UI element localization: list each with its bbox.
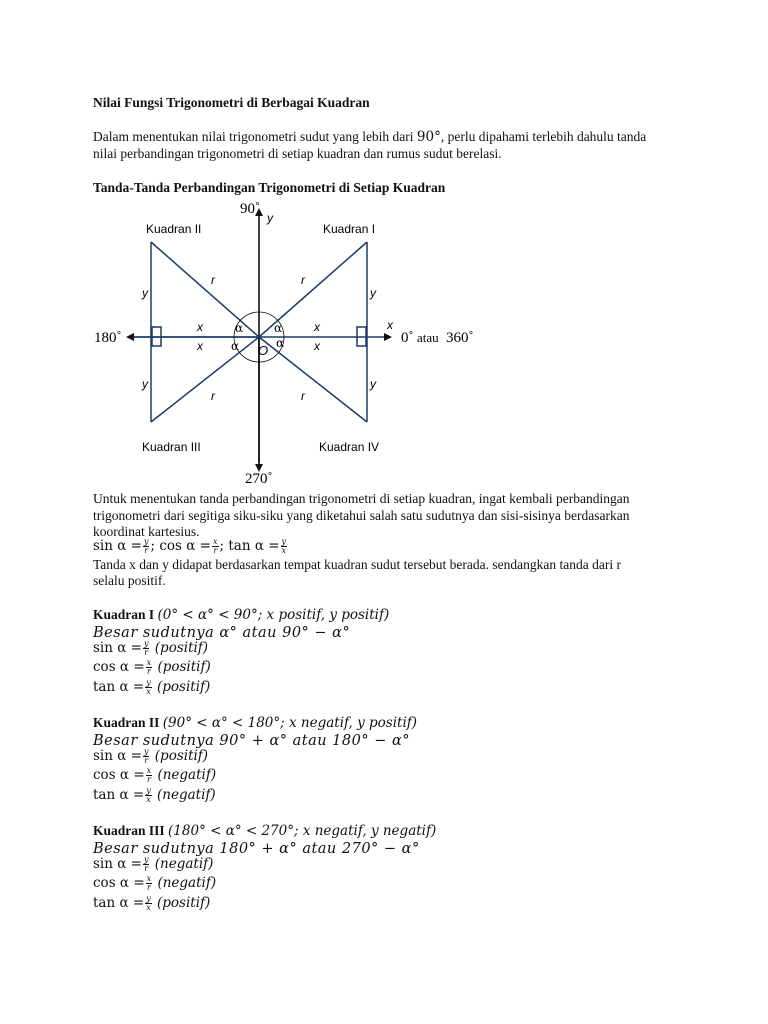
label-180: 180˚ xyxy=(94,330,122,346)
section-title: Tanda-Tanda Perbandingan Trigonometri di Setiap Kuadran xyxy=(93,180,446,195)
label-x-q1: x xyxy=(314,320,320,334)
label-kuadran-3: Kuadran III xyxy=(142,440,201,454)
label-kuadran-1: Kuadran I xyxy=(323,222,376,236)
label-270: 270˚ xyxy=(245,471,273,486)
intro-line-2: nilai perbandingan trigonometri di setiap kuadran dan rumus sudut berelasi. xyxy=(93,146,502,161)
kuadran-1-cos: cos α = $\frac{x}{r}$ (positif) xyxy=(93,658,211,676)
kuadran-2-sin: sin α = $\frac{y}{r}$ (positif) xyxy=(93,747,209,765)
intro-math-90: 90° xyxy=(416,129,441,145)
ratio-formula: sin α = $\frac{y}{r}$ ; cos α = $\frac{x}{r}$ ; tan α = $\frac{y}{x}$ xyxy=(93,537,287,555)
kuadran-1-sin: sin α = $\frac{y}{r}$ (positif) xyxy=(93,639,209,657)
label-atau: atau xyxy=(417,330,439,345)
para2-line-1: Tanda x dan y didapat berdasarkan tempat kuadran sudut tersebut berada. sendangkan tanda dari r xyxy=(93,557,621,572)
label-kuadran-4: Kuadran IV xyxy=(319,440,380,454)
kuadran-3-label: Kuadran III xyxy=(93,823,165,838)
para2-line-2: selalu positif. xyxy=(93,573,166,588)
kuadran-2-tan: tan α = $\frac{y}{x}$ (negatif) xyxy=(93,786,216,804)
kuadran-2-heading xyxy=(93,714,417,732)
label-x-q4: x xyxy=(314,339,320,353)
label-alpha-q3: α xyxy=(231,339,240,353)
label-x-q2: x xyxy=(197,320,203,334)
label-axis-y: y xyxy=(267,211,273,225)
formula-sin-label: sin α = xyxy=(93,538,142,554)
label-origin: O xyxy=(258,343,269,358)
label-kuadran-2: Kuadran II xyxy=(146,222,202,236)
kuadran-1-besar: Besar sudutnya α° atau 90° − α° xyxy=(93,625,351,641)
intro-text-post: , perlu dipahami terlebih dahulu tanda xyxy=(440,129,647,144)
quadrant-diagram xyxy=(90,196,490,486)
page-title: Nilai Fungsi Trigonometri di Berbagai Kuadran xyxy=(93,95,370,110)
label-r-q3: r xyxy=(211,389,215,403)
label-y-q3: y xyxy=(142,377,148,391)
kuadran-1-heading xyxy=(93,606,389,624)
intro-text-pre: Dalam menentukan nilai trigonometri sudut yang lebih dari xyxy=(93,129,417,144)
kuadran-2-label: Kuadran II xyxy=(93,715,160,730)
kuadran-3-sin: sin α = $\frac{y}{r}$ (negatif) xyxy=(93,855,214,873)
label-360: 360˚ xyxy=(446,330,474,346)
kuadran-1-tan: tan α = $\frac{y}{x}$ (positif) xyxy=(93,678,211,696)
label-y-q4: y xyxy=(370,377,376,391)
label-alpha-q1: α xyxy=(274,321,283,335)
para1-line-3: koordinat kartesius. xyxy=(93,524,200,539)
frac-y-r: $\frac{y}{r}$ xyxy=(143,537,149,555)
hyp-kuadran-3 xyxy=(151,337,259,422)
label-r-q1: r xyxy=(301,273,305,287)
para1-line-2: trigonometri dari segitiga siku-siku yang diketahui salah satu sudutnya dan sisi-sisinya berdasarkan xyxy=(93,508,630,523)
kuadran-3-condition: (180° < α° < 270°; x negatif, y negatif) xyxy=(168,823,437,839)
label-r-q4: r xyxy=(301,389,305,403)
kuadran-3-heading xyxy=(93,822,436,840)
label-axis-x: x xyxy=(387,318,393,332)
kuadran-3-besar: Besar sudutnya 180° + α° atau 270° − α° xyxy=(93,841,420,857)
label-alpha-q4: α xyxy=(276,336,285,350)
kuadran-3-cos: cos α = $\frac{x}{r}$ (negatif) xyxy=(93,874,217,892)
label-alpha-q2: α xyxy=(235,321,244,335)
intro-line-1 xyxy=(93,128,646,146)
frac-x-r: $\frac{x}{r}$ xyxy=(212,537,218,555)
frac-y-x: $\frac{y}{x}$ xyxy=(281,537,287,555)
kuadran-2-condition: (90° < α° < 180°; x negatif, y positif) xyxy=(162,715,418,731)
label-x-q3: x xyxy=(197,339,203,353)
kuadran-2-besar: Besar sudutnya 90° + α° atau 180° − α° xyxy=(93,733,410,749)
formula-tan-label: tan α = xyxy=(228,538,280,554)
kuadran-3-tan: tan α = $\frac{y}{x}$ (positif) xyxy=(93,894,211,912)
label-90: 90˚ xyxy=(240,201,260,217)
kuadran-2-cos: cos α = $\frac{x}{r}$ (negatif) xyxy=(93,766,217,784)
kuadran-1-condition: (0° < α° < 90°; x positif, y positif) xyxy=(157,607,390,623)
label-y-q1: y xyxy=(370,286,376,300)
formula-cos-label: cos α = xyxy=(159,538,211,554)
label-0: 0˚ xyxy=(401,330,414,346)
label-r-q2: r xyxy=(211,273,215,287)
kuadran-1-label: Kuadran I xyxy=(93,607,155,622)
label-y-q2: y xyxy=(142,286,148,300)
para1-line-1: Untuk menentukan tanda perbandingan trigonometri di setiap kuadran, ingat kembali perbandingan xyxy=(93,491,630,506)
